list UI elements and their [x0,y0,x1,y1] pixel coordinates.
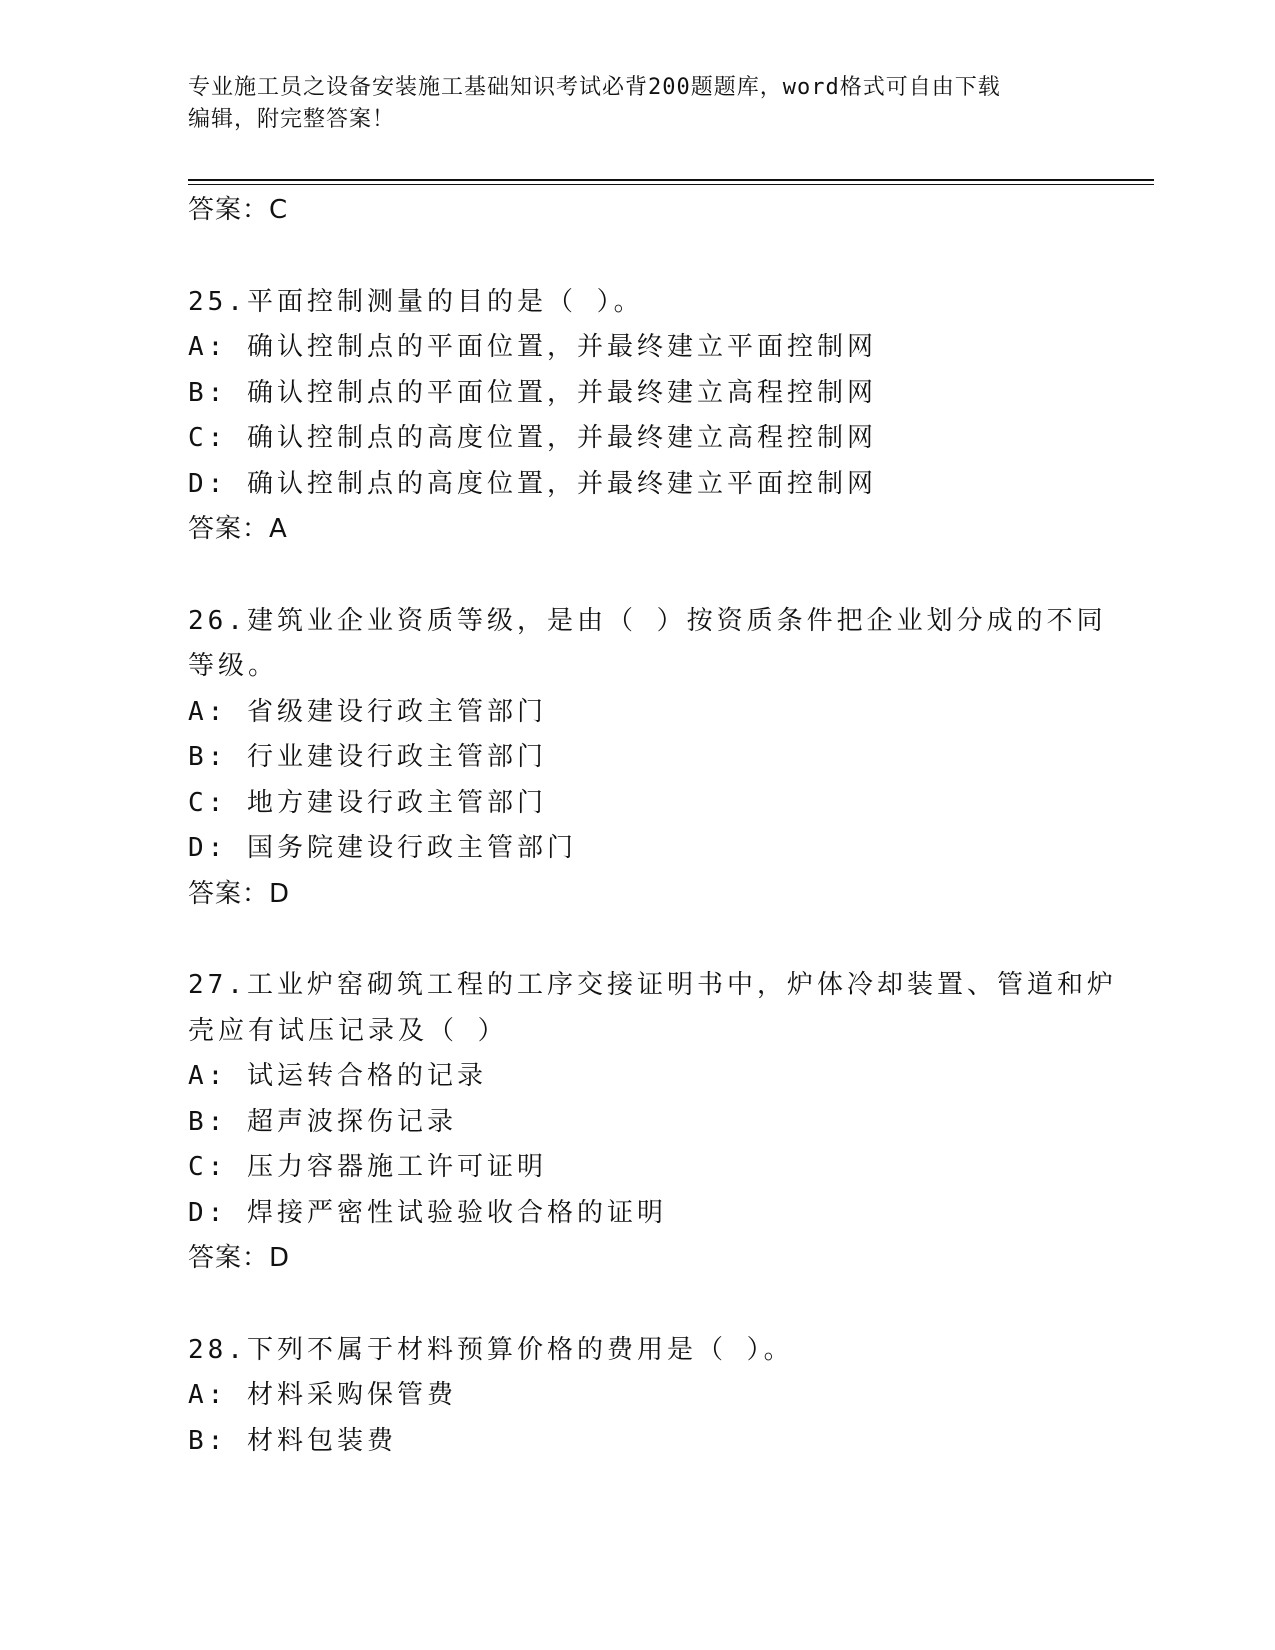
document-header [188,72,1088,136]
question-stem-continued: 等级。 [188,651,279,681]
option-a: A: 确认控制点的平面位置，并最终建立平面控制网 [188,332,877,362]
answer-line: 答案：C [188,195,289,225]
answer-line: 答案：D [188,1243,291,1273]
answer-line: 答案：D [188,878,291,909]
question-block [188,599,1107,918]
question-stem: 26.建筑业企业资质等级，是由（ ）按资质条件把企业划分成的不同 [188,605,1107,636]
header-line-1: 专业施工员之设备安装施工基础知识考试必背200题题库，word格式可自由下载 [188,75,1001,100]
spacer [188,234,1088,280]
option-a: A: 省级建设行政主管部门 [188,696,547,727]
answer-line: 答案：A [188,514,288,544]
question-stem-continued: 壳应有试压记录及（ ） [188,1015,508,1046]
header-rule-thin [188,184,1154,185]
question-block [188,963,1117,1282]
option-b: B: 超声波探伤记录 [188,1106,457,1137]
option-d: D: 国务院建设行政主管部门 [188,833,577,863]
option-b: B: 确认控制点的平面位置，并最终建立高程控制网 [188,377,877,408]
option-d: D: 焊接严密性试验验收合格的证明 [188,1197,667,1228]
option-b: B: 行业建设行政主管部门 [188,742,547,772]
option-a: A: 材料采购保管费 [188,1380,457,1410]
option-c: C: 确认控制点的高度位置，并最终建立高程控制网 [188,423,877,453]
question-stem: 27.工业炉窑砌筑工程的工序交接证明书中，炉体冷却装置、管道和炉 [188,970,1117,1000]
question-block [188,280,1088,553]
question-block [188,1328,1088,1465]
spacer [188,1282,1088,1328]
header-line-2: 编辑，附完整答案！ [188,107,396,132]
option-c: C: 压力容器施工许可证明 [188,1152,547,1182]
question-list [188,188,1117,1464]
question-stem: 25.平面控制测量的目的是（ ）。 [188,286,644,317]
option-c: C: 地方建设行政主管部门 [188,787,547,818]
option-b: B: 材料包装费 [188,1425,397,1456]
spacer [188,553,1088,599]
option-a: A: 试运转合格的记录 [188,1061,487,1091]
question-stem: 28.下列不属于材料预算价格的费用是（ ）。 [188,1334,794,1365]
spacer [188,917,1088,963]
option-d: D: 确认控制点的高度位置，并最终建立平面控制网 [188,468,877,499]
header-rule-thick [188,179,1154,181]
